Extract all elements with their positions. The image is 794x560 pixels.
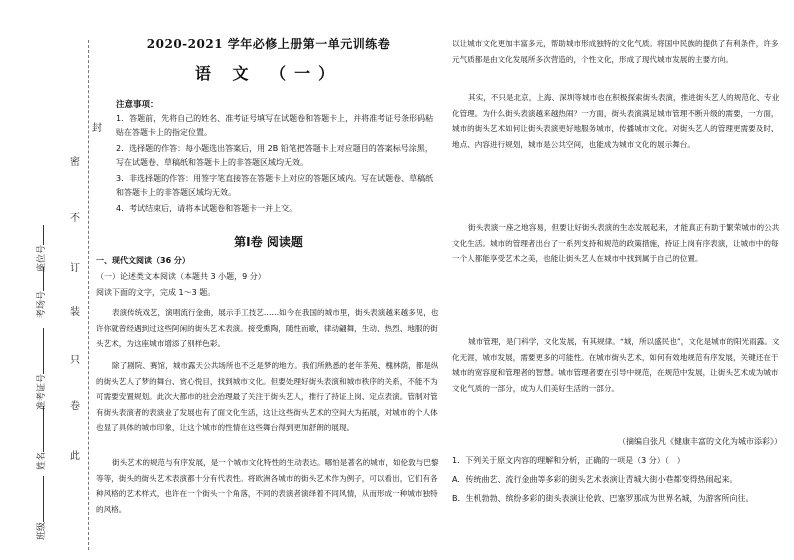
seal-char: 订	[70, 263, 80, 274]
instruction: 阅读下面的文字，完成 1～3 题。	[96, 288, 216, 297]
subject-title: 语 文 （一）	[194, 64, 343, 83]
seal-char: 只	[70, 355, 80, 366]
exam-title: 2020-2021 学年必修上册第一单元训练卷	[146, 37, 391, 51]
passage-paragraph: 城市管理，是门科学，文化发展，有其规律。“城，所以盛民也”，文化是城市的阳光雨露。文化无涯，城市发展，需要更多的可能性。在城市街头艺术，如何有效地规范有序发展，关键还在于城市的宽容度和管理者的智慧。城市管理者要在引导中规范，在规范中发展，让街头艺术成为城市文化气质的一部分，成为人们美好生活的一部分。	[452, 337, 780, 393]
notice-item: 2．选择题的作答：每小题选出答案后，用 2B 铅笔把答题卡上对应题目的答案标号涂黑，写在试题卷、草稿纸和答题卡上的非答题区域均无效。	[116, 144, 433, 167]
part-heading: 一、现代文阅读（36 分）	[96, 256, 190, 265]
class-field[interactable]	[34, 476, 47, 540]
source-citation: （摘编自张凡《健康丰富的文化为城市添彩》）	[618, 437, 782, 446]
seal-char: 装	[70, 307, 80, 318]
binding-dashed-line	[88, 40, 89, 550]
admission-number-label: 准考证号	[37, 373, 47, 410]
option-a[interactable]: A．传统曲艺、流行金曲等多彩的街头艺术表演让青城大街小巷都变得热闹起来。	[452, 475, 738, 484]
sub-heading: （一）论述类文本阅读（本题共 3 小题，9 分）	[96, 272, 266, 281]
seal-char: 不	[70, 213, 80, 224]
notice-item: 4．考试结束后，请将本试题卷和答题卡一并上交。	[116, 204, 298, 213]
exam-room-field[interactable]	[34, 267, 47, 318]
exam-room-label: 考场号	[37, 290, 47, 318]
seal-char: 封	[92, 123, 102, 134]
name-field[interactable]	[34, 406, 47, 470]
class-field-label: 班级	[37, 521, 47, 540]
option-b[interactable]: B．生机勃勃、缤纷多彩的街头表演让伦敦、巴塞罗那成为世界名城，为游客所向往。	[452, 494, 754, 503]
notice-item: 3．非选择题的作答：用签字笔直接答在答题卡上对应的答题区域内。写在试题卷、草稿纸和答题卡上的非答题区域均无效。	[116, 174, 434, 197]
passage-paragraph: 其实，不只是北京，上海、深圳等城市也在积极探索街头表演，推进街头艺人的规范化、专业化管理。为什么街头表演越来越热闹？一方面，街头表演满足城市管理不断升级的需要，一方面，城市的街头艺术如何让街头表演更好地服务城市，传播城市文化。对街头艺人的管理更需要及时、地点、内容进行规划，城市是公共空间，也能成为城市文化的展示舞台。	[452, 93, 780, 149]
question-stem: 1．下列关于原文内容的理解和分析，正确的一项是（3 分）（ ）	[452, 456, 685, 465]
admission-number-field[interactable]	[34, 328, 47, 410]
seat-number-field[interactable]	[34, 225, 47, 272]
seat-number-label: 座位号	[37, 244, 47, 272]
passage-paragraph: 街头艺术的规范与有序发展，是一个城市文化特性的生动表达。哪怕是著名的城市，如伦敦与巴黎等等，街头的街头艺术表演都十分有代表性。将欧洲各城市的街头艺术作为例子，可以看出，它们有各种风格的艺术样式，也许在一个街头一个角落，不同的表演者演绎着不同风情，从而形成一种城市独特的风格。	[96, 458, 439, 514]
seal-char: 卷	[70, 401, 80, 412]
passage-paragraph: 除了剧院、赛馆，城市露天公共场所也不乏是梦的地方。我们所熟悉的老年茶苑、槐林荫，都是纵的街头艺人了梦的舞台、赏心悦目，找到城市文化。但要处理好街头表演和城市秩序的关系，不能不为可需要安置规划。此次大都市的社会治理最了关注于街头艺人，推行了持证上岗、定点表演。管制对管有街头表演者的表演业了发展也有了面文化生活，这让这些街头艺术的空间大为拓展，对城市的个人体也显了具体的城市印象，让这个城市的性情在这些舞台得到更加舒朗的展现。	[96, 361, 439, 433]
seal-char: 此	[70, 451, 80, 462]
notice-heading: 注意事项：	[116, 100, 159, 110]
name-field-label: 姓名	[37, 451, 47, 470]
passage-paragraph: 街头表演一座之地容易，但要让好街头表演的生态发展起来，才能真正有助于繁荣城市的公共文化生活。城市的管理者出台了一系列支持和规范的政策措施，持证上岗有序表演，让城市中的每一个人都能享受艺术之美，也能让街头艺人在城市中找到属于自己的位置。	[452, 223, 780, 264]
passage-paragraph: 表演传统戏艺，演唱流行金曲，展示手工技艺……如今在我国的城市里，街头表演越来越多见，也许你就曾经遇到过这些阿闲的街头艺术表演。接受熏陶，随性而歌，律动翩舞，生动、热烈、地服的街头艺术，为这座城市增添了别样色彩。	[96, 308, 439, 349]
passage-paragraph: 以让城市文化更加丰富多元，帮助城市形成独特的文化气质。将国中民族的提供了有利条件，许多元气质都是由文化发展所多次营造的，个性文化，形成了现代城市发展的主要方向。	[452, 39, 779, 64]
seal-char: 密	[70, 157, 80, 168]
section-title: 第Ⅰ卷 阅读题	[234, 235, 303, 249]
notice-item: 1．答题前，先将自己的姓名、准考证号填写在试题卷和答题卡上，并将准考证号条形码粘贴在答题卡上的指定位置。	[116, 114, 434, 137]
